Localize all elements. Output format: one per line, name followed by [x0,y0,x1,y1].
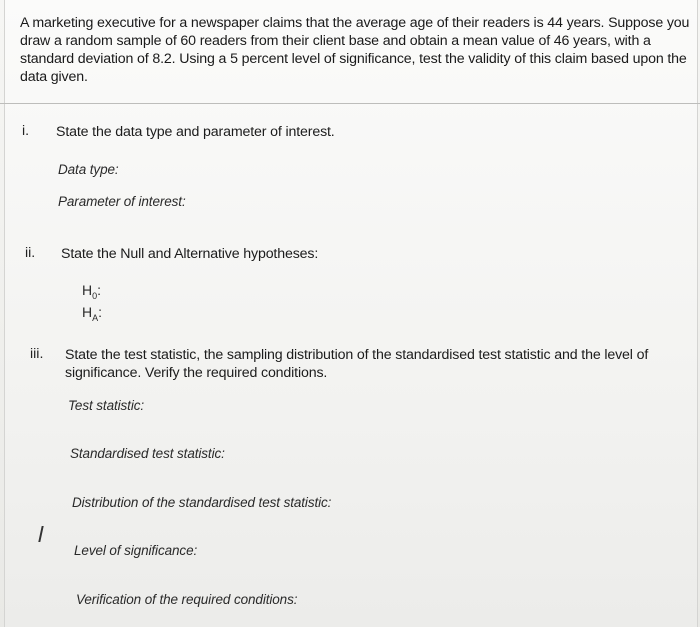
data-type-field[interactable]: Data type: [58,162,119,177]
part-ii-numeral: ii. [25,245,36,261]
test-statistic-field[interactable]: Test statistic: [68,398,145,413]
ha-colon: : [98,304,103,320]
h0-colon: : [97,282,102,298]
level-of-significance-field[interactable]: Level of significance: [74,543,198,558]
worksheet-sheet [4,0,698,627]
h0-subscript: 0 [92,290,98,301]
distribution-field[interactable]: Distribution of the standardised test statistic: [72,495,332,510]
verification-field[interactable]: Verification of the required conditions: [76,592,298,607]
null-hypothesis-field[interactable] [82,282,101,301]
standardised-test-statistic-field[interactable]: Standardised test statistic: [70,446,225,461]
part-i-question: State the data type and parameter of interest. [56,124,335,140]
problem-statement: A marketing executive for a newspaper claims that the average age of their readers is 44 years. Suppose you draw a random sample of 60 readers from their client base and obtain a mean value of 46 years, with a standard deviation of 8.2. Using a 5 percent level of significance, test the validity of this claim based upon the data given. [20,15,690,85]
part-ii-question: State the Null and Alternative hypotheses: [61,246,319,262]
part-iii-question: State the test statistic, the sampling distribution of the standardised test statistic and the level of significance. Verify the required conditions. [65,347,649,381]
alternative-hypothesis-field[interactable] [82,304,102,323]
parameter-of-interest-field[interactable]: Parameter of interest: [58,194,186,209]
part-iii-numeral: iii. [30,346,44,362]
ha-letter: H [82,304,93,320]
section-divider [0,103,700,104]
part-i-numeral: i. [22,123,30,139]
ha-subscript: A [92,312,99,323]
h0-letter: H [82,282,93,298]
